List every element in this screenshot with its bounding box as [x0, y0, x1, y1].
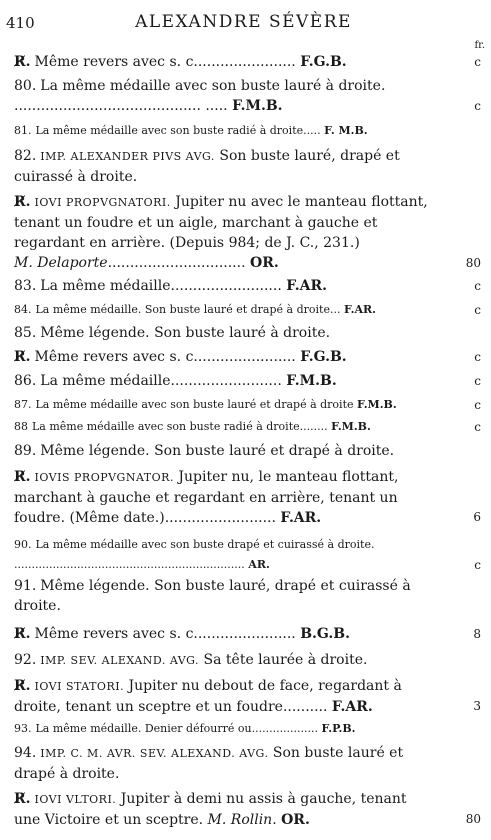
entry-rarity: 80 [465, 812, 481, 826]
entry-label: 81. [14, 124, 32, 137]
running-title: ALEXANDRE SÉVÈRE [135, 12, 352, 32]
entry [14, 789, 481, 830]
entry-metal: F. M.B. [324, 124, 368, 137]
entry-label: 94. [14, 745, 37, 761]
entry-line [14, 96, 481, 116]
entry-rarity: c [474, 374, 481, 388]
entry-metal: F.M.B. [357, 398, 397, 411]
page-header [6, 10, 481, 34]
entry-metal: F.AR. [331, 699, 373, 715]
entry-label: 84. [14, 303, 32, 316]
entry-metal: F.M.B. [232, 98, 283, 114]
entry [14, 146, 481, 187]
entry-rarity: c [474, 303, 481, 317]
entry-line [14, 535, 481, 555]
entry-line [14, 624, 481, 644]
entry-line [14, 676, 481, 717]
entry-text: Même revers avec s. c....................... [34, 349, 296, 365]
entry [14, 417, 481, 437]
entry-label: R̸. [14, 678, 31, 694]
entry-line: R̸. IOVI VLTORI. Jupiter à demi nu assis à gauche, tenant une Victoire et un sceptre. M. Rollin. OR. 80 [14, 791, 481, 828]
entry-author: M. Rollin [207, 812, 273, 828]
entry-line [14, 192, 481, 253]
entry-line [14, 323, 481, 343]
entry-label: 80. [14, 78, 37, 94]
entry [14, 276, 481, 296]
entry-text: La même médaille avec son buste lauré à droite. [40, 78, 386, 94]
entry-label: R̸. [14, 194, 31, 210]
entry-text: Jupiter nu avec le manteau flottant, tenant un foudre et un aigle, marchant à gauche et regardant en arrière. (Depuis 984; de J. C., 231.) [14, 194, 428, 251]
entry-text: La même médaille......................... [40, 278, 282, 294]
entry-label: R̸. [14, 54, 31, 70]
entry [14, 743, 481, 784]
entry-line [14, 276, 481, 296]
entry-rarity: c [474, 55, 481, 69]
entry-metal: OR. [281, 812, 310, 828]
entry [14, 535, 481, 575]
entry [14, 121, 481, 141]
entry [14, 624, 481, 644]
entry [14, 441, 481, 461]
entry-text: Jupiter nu debout de face, regardant à droite, tenant un sceptre et un foudre.......... [14, 678, 402, 715]
entry [14, 347, 481, 367]
entry [14, 192, 481, 273]
entry-line [14, 300, 481, 320]
entry-metal: OR. [250, 255, 279, 271]
entry [14, 676, 481, 717]
entry-metal: F.M.B. [331, 420, 371, 433]
entry-metal: F.G.B. [300, 54, 347, 70]
entry-text: Son buste lauré et drapé à droite. [14, 745, 404, 782]
entry-legend: IMP. ALEXANDER PIVS AVG. [40, 150, 215, 163]
entry-rarity: c [474, 558, 481, 572]
entry-dots: ............................... [107, 255, 246, 271]
entry-label: R̸. [14, 791, 31, 807]
entry-label: 90. [14, 538, 32, 551]
entry [14, 300, 481, 320]
page-number: 410 [6, 14, 35, 32]
entry-metal: F.M.B. [286, 373, 337, 389]
entry-text: La même médaille avec son buste lauré et drapé à droite [35, 398, 354, 411]
entry-rarity: 80 [465, 256, 481, 270]
entry-rarity: c [474, 99, 481, 113]
entry-rarity: 3 [473, 699, 481, 713]
entry-line [14, 441, 481, 461]
entry-legend: IOVI PROPVGNATORI. [34, 196, 171, 209]
entry-text: La même médaille. Denier défourré ou................... [35, 722, 319, 735]
entry-line [14, 719, 481, 739]
entry-label: 85. [14, 325, 37, 341]
entry-text: Jupiter à demi nu assis à gauche, tenant une Victoire et un sceptre. [14, 791, 407, 828]
entry-metal: B.G.B. [300, 626, 350, 642]
entry-label: 82. [14, 148, 37, 164]
entry-line [14, 555, 481, 575]
entry-text: La même médaille avec son buste radié à droite........ [32, 420, 328, 433]
entry-rarity: c [474, 350, 481, 364]
entry-metal: F.P.B. [321, 722, 356, 735]
entry-rarity: c [474, 279, 481, 293]
entry-legend: IMP. SEV. ALEXAND. AVG. [40, 654, 200, 667]
entry-line [14, 76, 481, 96]
entry-line [14, 576, 481, 616]
entry-line [14, 121, 481, 141]
entry-text: Son buste lauré, drapé et cuirassé à droite. [14, 148, 400, 185]
entry-label: 91. [14, 578, 37, 594]
entry-rarity: 8 [473, 627, 481, 641]
entry [14, 371, 481, 391]
entry-label: 86. [14, 373, 37, 389]
entry-legend: IOVI VLTORI. [34, 793, 117, 806]
entry-legend: IMP. C. M. AVR. SEV. ALEXAND. AVG. [40, 747, 269, 760]
entry-line [14, 146, 481, 187]
entry [14, 76, 481, 116]
entry-label: R̸. [14, 469, 31, 485]
entry-line [14, 467, 481, 528]
entry-text: Même revers avec s. c....................... [34, 54, 296, 70]
entry-metal: F.AR. [343, 303, 376, 316]
entry-line [14, 417, 481, 437]
entry-text: La même médaille......................... [40, 373, 282, 389]
entry [14, 719, 481, 739]
entry-text: La même médaille avec son buste radié à droite..... [35, 124, 321, 137]
entry-label: 83. [14, 278, 37, 294]
entry-label: 89. [14, 443, 37, 459]
entry-label: 93. [14, 722, 32, 735]
entry [14, 650, 481, 671]
entry-rarity: c [474, 420, 481, 434]
entry-metal: F.G.B. [300, 349, 347, 365]
entry-label: 88 [14, 420, 28, 433]
entry [14, 323, 481, 343]
entry-line [14, 371, 481, 391]
entry-label: R̸. [14, 349, 31, 365]
entry-line [14, 743, 481, 784]
entry-text: Même légende. Son buste lauré, drapé et cuirassé à droite. [14, 578, 411, 614]
entry-line [14, 253, 481, 273]
entry-line [14, 650, 481, 671]
entry-metal: F.AR. [286, 278, 328, 294]
entry-line [14, 52, 481, 72]
entry-line [14, 347, 481, 367]
entry [14, 467, 481, 528]
entry-line [14, 395, 481, 415]
entry-text: Sa tête laurée à droite. [203, 652, 368, 668]
entry-metal: F.AR. [280, 510, 322, 526]
entry-rarity: 6 [473, 510, 481, 524]
entry-text: La même médaille. Son buste lauré et drapé à droite... [35, 303, 341, 316]
entry-label: 87. [14, 398, 32, 411]
entry [14, 576, 481, 616]
entry-text: Même légende. Son buste lauré et drapé à droite. [40, 443, 395, 459]
entry-author: M. Delaporte [14, 255, 108, 271]
column-label: fr. [474, 40, 485, 51]
entry [14, 52, 481, 72]
entry-text: La même médaille avec son buste drapé et cuirassé à droite. [35, 538, 375, 551]
entry-text: Même légende. Son buste lauré à droite. [40, 325, 331, 341]
entry-text: Même revers avec s. c....................... [34, 626, 296, 642]
entry-legend: IOVI STATORI. [34, 680, 125, 693]
entry-legend: IOVIS PROPVGNATOR. [34, 471, 174, 484]
entry-label: R̸. [14, 626, 31, 642]
entry-rarity: c [474, 398, 481, 412]
entry-label: 92. [14, 652, 37, 668]
entry-continuation: .......................................... ..... [14, 98, 228, 114]
entry-text: Jupiter nu, le manteau flottant, marchant à gauche et regardant en arrière, tenant un foudre. (Même date.)......................... [14, 469, 399, 526]
entry-continuation: .................................................................. [14, 558, 245, 571]
entry-metal: AR. [248, 558, 270, 571]
entry [14, 395, 481, 415]
